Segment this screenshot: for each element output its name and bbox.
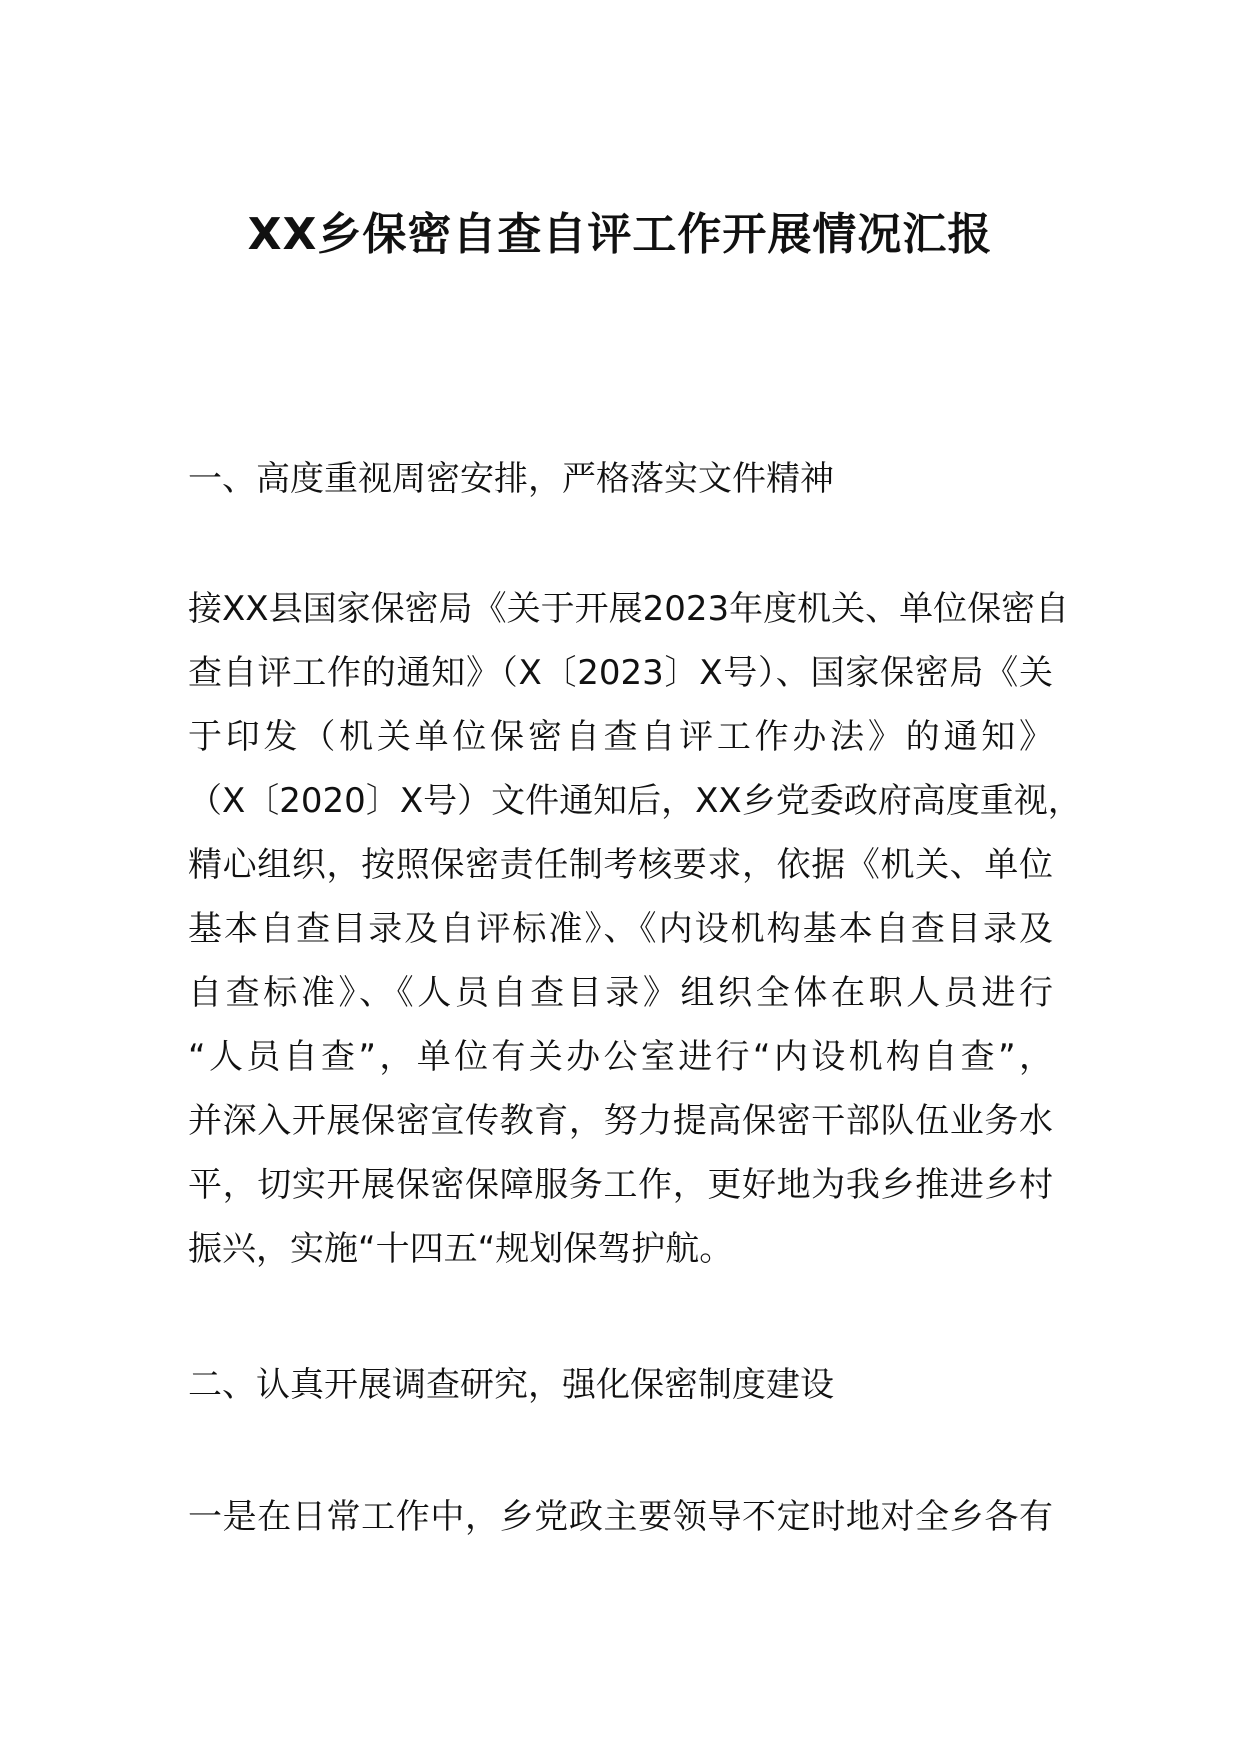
section-2-line: 一是在日常工作中，乡党政主要领导不定时地对全乡各有	[188, 1497, 1053, 1537]
section-1-line: 查自评工作的通知》（X〔2023〕X号）、国家保密局《关	[188, 653, 1053, 693]
section-1-line: 自查标准》、《人员自查目录》组织全体在职人员进行	[188, 973, 1053, 1013]
section-1-line: 接XX县国家保密局《关于开展2023年度机关、单位保密自	[188, 589, 1070, 629]
section-1-line: 精心组织，按照保密责任制考核要求，依据《机关、单位	[188, 845, 1053, 885]
section-1-line: 平，切实开展保密保障服务工作，更好地为我乡推进乡村	[188, 1165, 1053, 1205]
section-1-line: 基本自查目录及自评标准》、《内设机构基本自查目录及	[188, 909, 1053, 949]
section-1-line: （X〔2020〕X号）文件通知后，XX乡党委政府高度重视，	[188, 781, 1082, 821]
section-2-heading: 二、认真开展调查研究，强化保密制度建设	[188, 1365, 834, 1405]
section-1-heading: 一、高度重视周密安排，严格落实文件精神	[188, 459, 834, 499]
section-1-line: 振兴，实施“十四五“规划保驾护航。	[188, 1229, 734, 1269]
document-title: XX乡保密自查自评工作开展情况汇报	[247, 209, 993, 260]
section-1-line: 并深入开展保密宣传教育，努力提高保密干部队伍业务水	[188, 1101, 1053, 1141]
section-1-line: “人员自查”，单位有关办公室进行“内设机构自查”，	[188, 1037, 1053, 1077]
section-1-line: 于印发（机关单位保密自查自评工作办法》的通知》	[188, 717, 1053, 757]
